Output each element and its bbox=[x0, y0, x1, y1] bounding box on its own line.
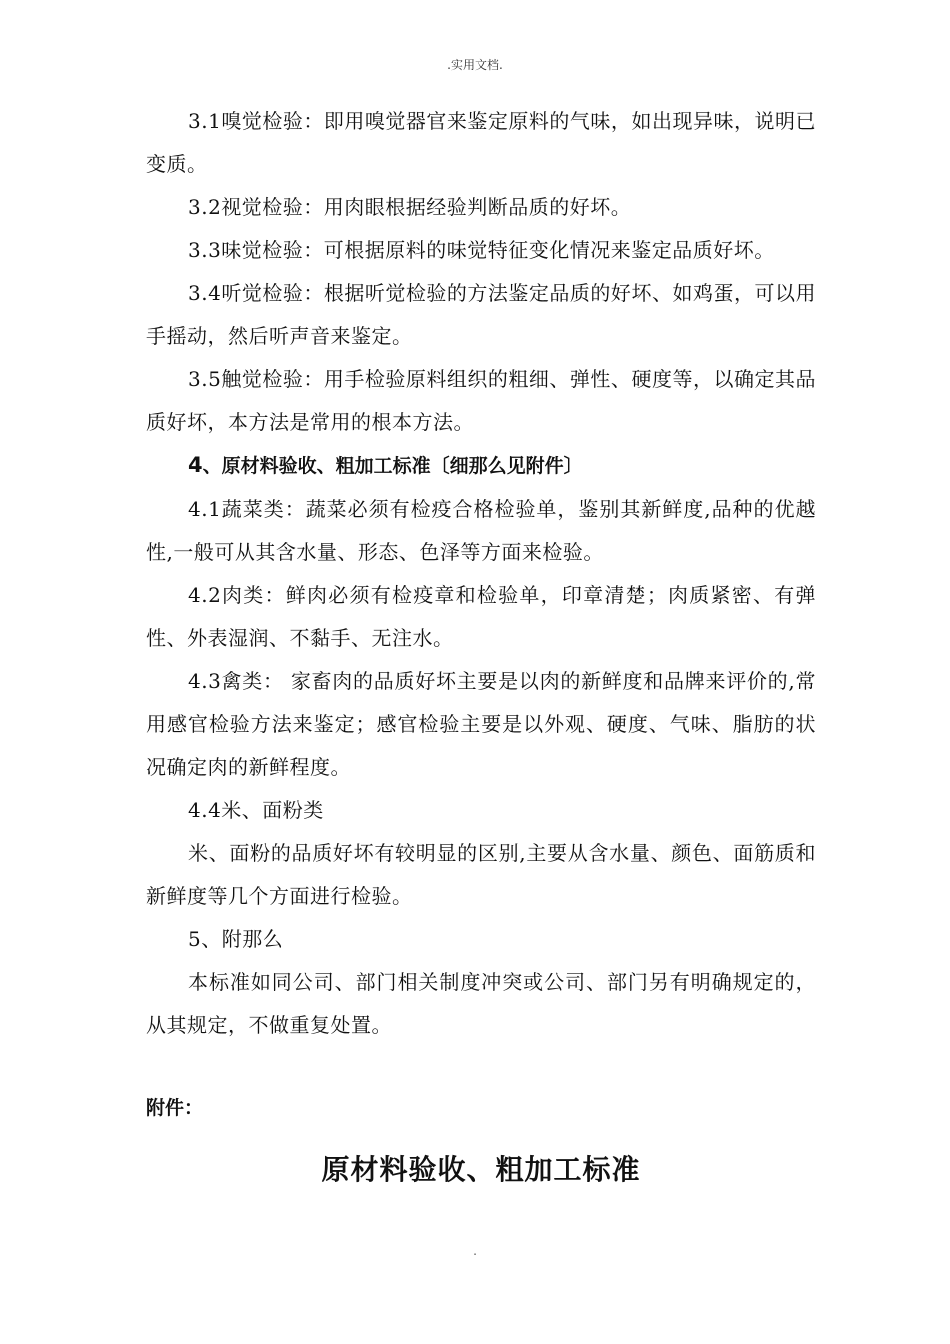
paragraph-4-4-body: 米、面粉的品质好坏有较明显的区别,主要从含水量、颜色、面筋质和新鲜度等几个方面进行检验。 bbox=[146, 841, 816, 908]
document-body bbox=[146, 100, 816, 1200]
paragraph-3-5-touch: 3.5触觉检验：用手检验原料组织的粗细、弹性、硬度等，以确定其品质好坏，本方法是常用的根本方法。 bbox=[146, 367, 816, 434]
attachment-label: 附件： bbox=[146, 1097, 204, 1119]
paragraph-3-4-hearing: 3.4听觉检验：根据听觉检验的方法鉴定品质的好坏、如鸡蛋，可以用手摇动，然后听声音来鉴定。 bbox=[146, 281, 816, 348]
paragraph-4-2-meat: 4.2肉类：鲜肉必须有检疫章和检验单，印章清楚；肉质紧密、有弹性、外表湿润、不黏手、无注水。 bbox=[146, 583, 816, 650]
spacer bbox=[146, 1047, 816, 1087]
paragraph-5-title: 5、附那么 bbox=[188, 927, 284, 951]
paragraph-4-4-title: 4.4米、面粉类 bbox=[188, 798, 324, 822]
attachment-title: 原材料验收、粗加工标准 bbox=[321, 1153, 641, 1186]
section-4-number: 4 bbox=[188, 453, 203, 477]
paragraph-3-3-taste: 3.3味觉检验：可根据原料的味觉特征变化情况来鉴定品质好坏。 bbox=[188, 238, 775, 262]
paragraph-5-body: 本标准如同公司、部门相关制度冲突或公司、部门另有明确规定的，从其规定，不做重复处置。 bbox=[146, 970, 816, 1037]
paragraph-3-2-sight: 3.2视觉检验：用肉眼根据经验判断品质的好坏。 bbox=[188, 195, 632, 219]
paragraph-3-1-smell: 3.1嗅觉检验：即用嗅觉器官来鉴定原料的气味，如出现异味，说明已变质。 bbox=[146, 109, 816, 176]
section-4-heading bbox=[146, 444, 816, 488]
page-header: .实用文档. bbox=[447, 58, 503, 72]
section-4-title: 、原材料验收、粗加工标准〔细那么见附件〕 bbox=[202, 455, 583, 477]
paragraph-4-3-poultry: 4.3禽类： 家畜肉的品质好坏主要是以肉的新鲜度和品牌来评价的,常用感官检验方法来鉴定；感官检验主要是以外观、硬度、气味、脂肪的状况确定肉的新鲜程度。 bbox=[146, 669, 816, 779]
page-footer: . bbox=[473, 1244, 477, 1258]
paragraph-4-1-vegetables: 4.1蔬菜类：蔬菜必须有检疫合格检验单，鉴别其新鲜度,品种的优越性,一般可从其含水量、形态、色泽等方面来检验。 bbox=[146, 497, 816, 564]
